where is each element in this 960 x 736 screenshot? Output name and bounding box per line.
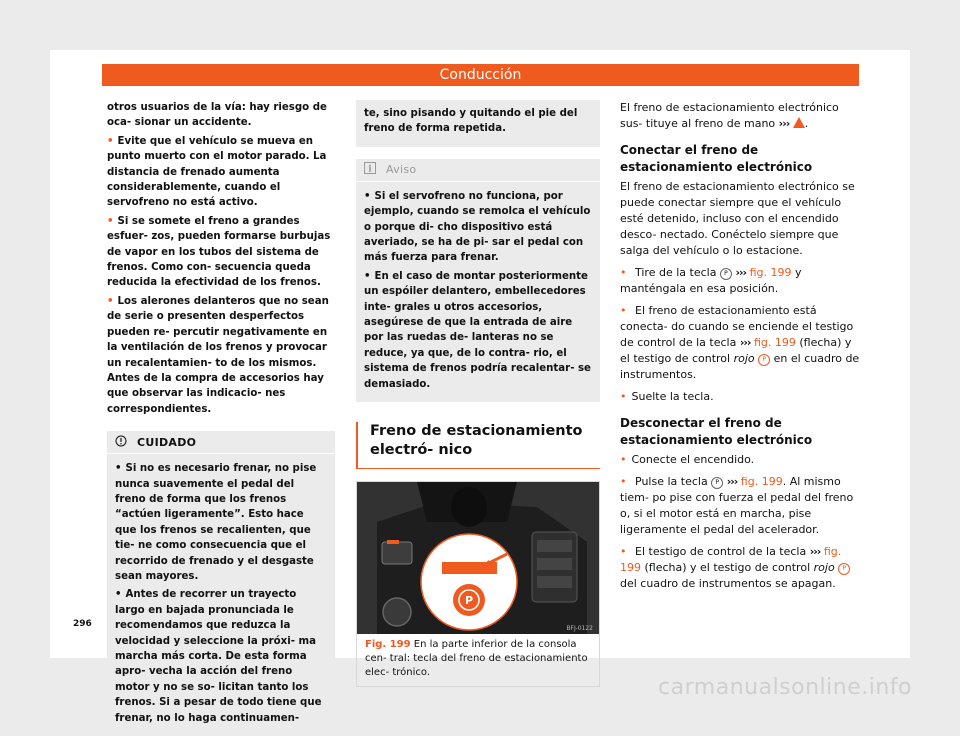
caution-header: [107, 431, 335, 454]
column-1: [107, 100, 335, 736]
notice-header: [356, 159, 600, 182]
notice-box: [356, 159, 600, 402]
bullet-item: • Tire de la tecla P ››› fig. 199 y manténgala en esa posición.: [620, 265, 860, 297]
notice-item: • Si el servofreno no funciona, por ejemplo, cuando se remolca el vehículo o porque di- cho dispositivo está averiado, se ha de pi- sar el pedal con más fuerza para frenar.: [364, 189, 592, 266]
caption-text: En la parte inferior de la consola cen- tral: tecla del freno de estacionamiento elec- trónico.: [365, 639, 588, 679]
column-3: [620, 100, 860, 592]
watermark: carmanualsonline.info: [658, 675, 912, 700]
svg-text:P: P: [464, 594, 474, 608]
parking-brake-icon: P: [720, 268, 732, 280]
figure-ref: Fig. 199: [365, 639, 411, 651]
notice-title: Aviso: [386, 163, 417, 177]
bullet-item: • El testigo de control de la tecla ››› fig. 199 (flecha) y el testigo de control rojo P del cuadro de instrumentos se apagan.: [620, 544, 860, 592]
bullet-item: • Pulse la tecla P ››› fig. 199. Al mismo tiem- po pise con fuerza el pedal del freno o, si el motor está en marcha, pise ligeramente el pedal del acelerador.: [620, 474, 860, 538]
figure-199: [356, 481, 600, 687]
warning-triangle-icon: [793, 117, 805, 128]
arrow-link[interactable]: ›››: [778, 117, 790, 130]
paragraph: otros usuarios de la vía: hay riesgo de oca- sionar un accidente.: [107, 102, 327, 129]
paragraph: te, sino pisando y quitando el pie del freno de forma repetida.: [364, 108, 578, 135]
bullet-item: • Los alerones delanteros que no sean de serie o presenten desperfectos pueden re- percutir negativamente en la ventilación de los frenos y provocar un recalentamien- to de los mismos. Antes de la compra de accesorios hay que observar las indicacio- nes correspondientes.: [107, 294, 335, 417]
bullet-item: • Suelte la tecla.: [620, 389, 860, 405]
bullet-item: • El freno de estacionamiento está conecta- do cuando se enciende el testigo de control de la tecla ››› fig. 199 (flecha) y el testigo de control rojo P en el cuadro de instrumentos.: [620, 303, 860, 383]
column-2: [356, 100, 600, 687]
parking-brake-red-icon: P: [838, 563, 850, 575]
paragraph: El freno de estacionamiento electrónico se puede conectar siempre que el vehículo esté detenido, incluso con el encendido desco- nectado. Conéctelo siempre que salga del vehículo o lo estacione.: [620, 180, 855, 257]
figure-code: BFJ-0122: [566, 625, 593, 633]
info-icon: [364, 162, 376, 177]
bullet-item: • Conecte el encendido.: [620, 452, 860, 468]
section-title: Freno de estacionamiento electró- nico: [356, 422, 600, 469]
caution-item: • Antes de recorrer un trayecto largo en bajada pronunciada le recomendamos que reduzca la velocidad y seleccione la próxi- ma marcha más corta. De esta forma apro- vecha la acción del freno motor y no se so- licitan tanto los frenos. Si a pesar de todo tiene que frenar, no lo haga continuamen-: [115, 587, 327, 726]
svg-text:i: i: [368, 164, 372, 175]
figure-link[interactable]: fig. 199: [753, 336, 796, 349]
bullet-item: • Evite que el vehículo se mueva en punto muerto con el motor parado. La distancia de frenado aumenta considerablemente, cuando el servofreno no está activo.: [107, 134, 335, 211]
caution-icon: [115, 435, 127, 450]
figure-link[interactable]: fig. 199: [740, 475, 783, 488]
caution-item: • Si no es necesario frenar, no pise nunca suavemente el pedal del freno de forma que los frenos “actúen ligeramente”. Esto hace que los frenos se recalienten, que tie- ne como consecuencia que el recorrido de frenado y el desgaste sean mayores.: [115, 461, 327, 584]
chapter-header: Conducción: [102, 64, 859, 86]
figure-caption: [357, 634, 599, 686]
figure-link[interactable]: fig. 199: [749, 266, 792, 279]
notice-item: • En el caso de montar posteriormente un espóiler delantero, embellecedores inte- grales u otros accesorios, asegúrese de que la entrada de aire por las ruedas de- lanteras no se reduce, ya que, de lo contra- rio, el sistema de frenos podría recalentar- se demasiado.: [364, 269, 592, 392]
subheading: Conectar el freno de estacionamiento electrónico: [620, 143, 813, 174]
page-number: 296: [73, 619, 92, 629]
caution-title: CUIDADO: [137, 435, 197, 449]
figure-link[interactable]: fig. 199: [620, 545, 842, 574]
parking-brake-icon: P: [711, 477, 723, 489]
caution-continuation-box: [356, 100, 600, 147]
caution-box: [107, 431, 335, 736]
subheading: Desconectar el freno de estacionamiento electrónico: [620, 416, 813, 447]
parking-brake-red-icon: P: [758, 354, 770, 366]
paragraph: El freno de estacionamiento electrónico sus- tituye al freno de mano ››› .: [620, 101, 839, 130]
bullet-item: • Si se somete el freno a grandes esfuer- zos, pueden formarse burbujas de vapor en los tubos del sistema de frenos. Como con- secuencia queda reducida la efectividad de los frenos.: [107, 214, 335, 291]
console-photo: [357, 482, 599, 634]
